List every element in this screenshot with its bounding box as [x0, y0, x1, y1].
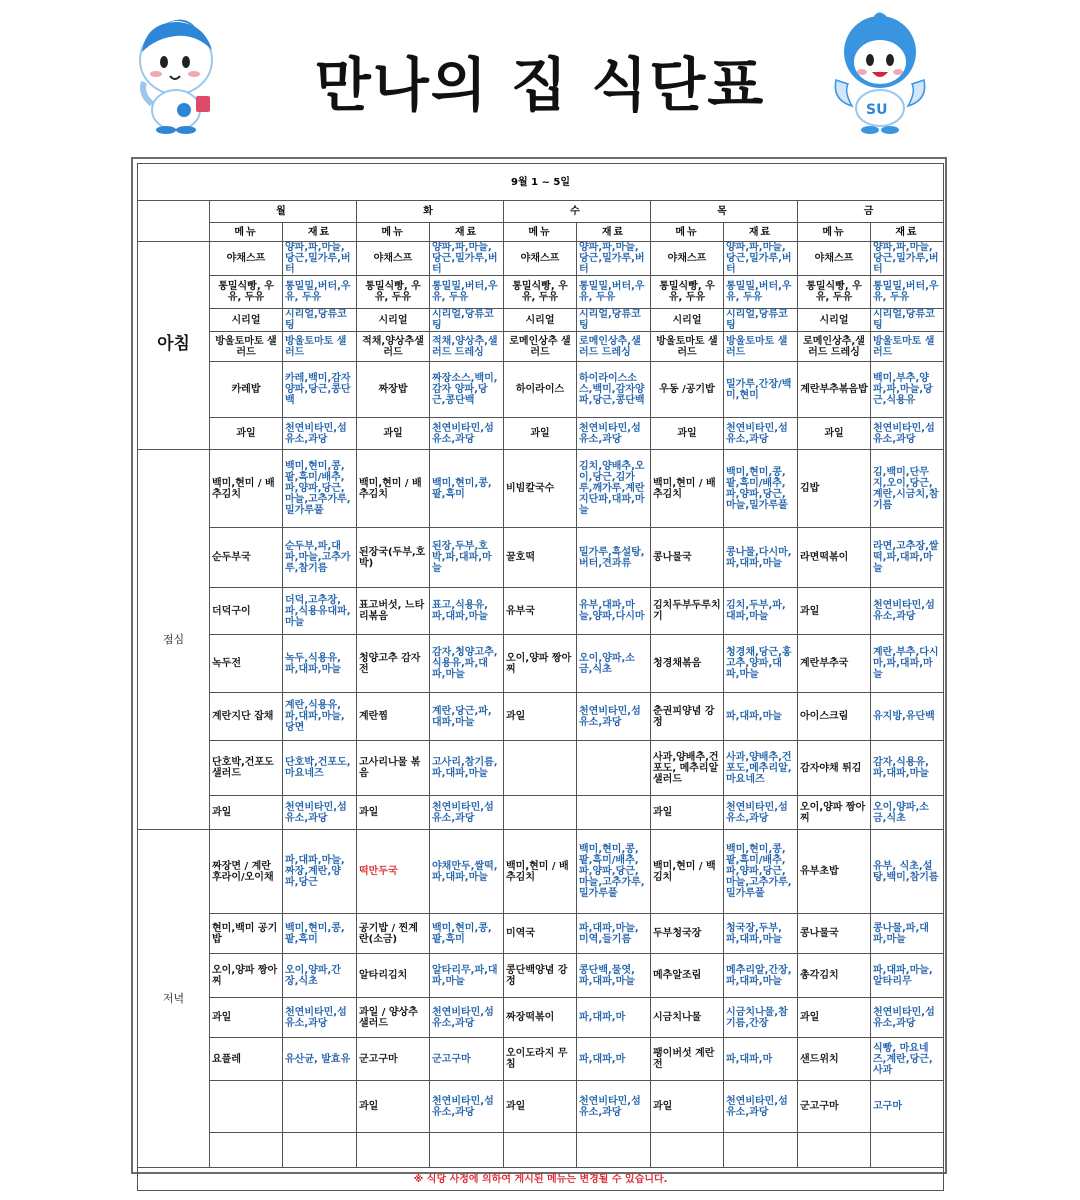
menu-cell: 메추알조림	[651, 954, 724, 998]
menu-cell: 표고버섯, 느타리볶음	[357, 588, 430, 635]
meal-row	[138, 998, 944, 1038]
ingredients-cell: 유산균, 발효유	[283, 1038, 357, 1081]
ingredients-cell: 유지방,유단백	[871, 693, 944, 741]
menu-cell: 된장국(두부,호박)	[357, 528, 430, 588]
ingredients-cell: 표고,식용유,파,대파,마늘	[430, 588, 504, 635]
menu-cell: 과일	[210, 998, 283, 1038]
menu-cell	[210, 1081, 283, 1133]
ingredients-cell: 백미,현미,콩,팥,흑미	[430, 450, 504, 528]
menu-cell: 과일	[798, 418, 871, 450]
ingredients-cell: 파,대파,마늘, 미역,들기름	[577, 914, 651, 954]
menu-cell: 콩단백양념 강정	[504, 954, 577, 998]
ingredients-cell: 천연비타민,섬유소,과당	[871, 418, 944, 450]
ingredients-cell: 시리얼,당류코팅	[430, 309, 504, 332]
ingredients-cell: 녹두,식용유,파,대파,마늘	[283, 635, 357, 693]
menu-cell: 더덕구이	[210, 588, 283, 635]
ingredients-header: 재료	[283, 223, 357, 242]
menu-cell: 백미,현미 / 배추김치	[210, 450, 283, 528]
ingredients-cell: 백미,현미,콩,팥,흑미/배추,파,양파,당근,마늘,밀가루풀	[724, 450, 798, 528]
menu-cell: 하이라이스	[504, 362, 577, 418]
day-header: 월	[210, 201, 357, 223]
menu-cell: 과일	[357, 418, 430, 450]
menu-body	[138, 242, 944, 1168]
menu-cell: 단호박,건포도 샐러드	[210, 741, 283, 796]
page-title: 만나의 집 식단표	[314, 51, 766, 119]
ingredients-cell: 방울토마토 샐러드	[871, 332, 944, 362]
menu-cell: 아이스크림	[798, 693, 871, 741]
ingredients-cell: 통밀밀,버터,우유, 두유	[577, 276, 651, 309]
ingredients-cell: 양파,파,마늘,당근,밀가루,버터	[871, 242, 944, 276]
menu-cell: 과일	[504, 418, 577, 450]
menu-cell: 현미,백미 공기밥	[210, 914, 283, 954]
ingredients-cell: 천연비타민,섬유소,과당	[871, 998, 944, 1038]
ingredients-cell: 김치,양배추,오이,당근,김가루,깨가루,계란지단파,대파,마늘	[577, 450, 651, 528]
menu-cell: 방울토마토 샐러드	[210, 332, 283, 362]
menu-cell: 카레밥	[210, 362, 283, 418]
ingredients-cell: 청경채,당근,홍고추,양파,대파,마늘	[724, 635, 798, 693]
menu-cell: 시리얼	[357, 309, 430, 332]
menu-cell: 감자야채 튀김	[798, 741, 871, 796]
menu-cell: 춘권피양념 강정	[651, 693, 724, 741]
menu-cell: 시리얼	[798, 309, 871, 332]
ingredients-cell: 오이,양파,소금,식초	[577, 635, 651, 693]
ingredients-cell: 천연비타민,섬유소,과당	[577, 693, 651, 741]
ingredients-cell: 백미,현미,콩,팥,흑미/배추,파,양파,당근,마늘,고추가루,밀가루풀	[577, 830, 651, 914]
ingredients-cell: 천연비타민,섬유소,과당	[724, 1081, 798, 1133]
menu-cell: 계란찜	[357, 693, 430, 741]
ingredients-cell: 김,백미,단무지,오이,당근,계란,시금치,참기름	[871, 450, 944, 528]
menu-cell: 두부청국장	[651, 914, 724, 954]
meal-row	[138, 332, 944, 362]
mascot-left-icon	[126, 10, 226, 135]
menu-cell: 과일	[210, 796, 283, 830]
ingredients-cell: 천연비타민,섬유소,과당	[430, 998, 504, 1038]
menu-cell: 군고구마	[357, 1038, 430, 1081]
menu-cell: 오이도라지 무침	[504, 1038, 577, 1081]
ingredients-cell: 알타리무,파,대파,마늘	[430, 954, 504, 998]
menu-cell: 청양고추 감자전	[357, 635, 430, 693]
ingredients-cell: 백미,현미,콩,팥,흑미/배추,파,양파,당근,마늘,고추가루,밀가루풀	[283, 450, 357, 528]
ingredients-cell: 파,대파,마	[577, 998, 651, 1038]
ingredients-cell: 군고구마	[430, 1038, 504, 1081]
ingredients-cell: 메추리알,간장, 파,대파,마늘	[724, 954, 798, 998]
menu-cell: 비빔칼국수	[504, 450, 577, 528]
ingredients-cell: 사과,양배추,건포도,메추리알,마요네즈	[724, 741, 798, 796]
menu-cell: 과일	[357, 1081, 430, 1133]
menu-cell: 백미,현미 / 배추김치	[651, 450, 724, 528]
meal-row	[138, 1133, 944, 1168]
menu-cell: 콩나물국	[798, 914, 871, 954]
meal-row	[138, 528, 944, 588]
ingredients-cell	[577, 741, 651, 796]
meal-row	[138, 635, 944, 693]
ingredients-cell: 양파,파,마늘,당근,밀가루,버터	[724, 242, 798, 276]
menu-cell: 통밀식빵, 우유, 두유	[798, 276, 871, 309]
menu-cell: 과일	[357, 796, 430, 830]
menu-cell: 과일	[504, 1081, 577, 1133]
ingredients-cell: 양파,파,마늘,당근,밀가루,버터	[283, 242, 357, 276]
menu-cell: 과일	[798, 588, 871, 635]
menu-cell: 콩나물국	[651, 528, 724, 588]
ingredients-cell: 청국장,두부,파,대파,마늘	[724, 914, 798, 954]
meal-row	[138, 242, 944, 276]
menu-cell: 공기밥 / 찐계란(소금)	[357, 914, 430, 954]
ingredients-cell: 적채,양상추,샐러드 드레싱	[430, 332, 504, 362]
ingredients-cell: 천연비타민,섬유소,과당	[430, 1081, 504, 1133]
ingredients-cell: 카레,백미,감자양파,당근,콩단백	[283, 362, 357, 418]
ingredients-cell: 천연비타민,섬유소,과당	[871, 588, 944, 635]
ingredients-header: 재료	[724, 223, 798, 242]
menu-cell: 통밀식빵, 우유, 두유	[651, 276, 724, 309]
meal-row	[138, 796, 944, 830]
menu-cell: 로메인상추 샐러드	[504, 332, 577, 362]
ingredients-cell: 파,대파,마늘	[724, 693, 798, 741]
menu-cell: 알타리김치	[357, 954, 430, 998]
menu-cell: 짜장면 / 계란후라이/오이채	[210, 830, 283, 914]
ingredients-cell: 유부,대파,마늘,양파,다시마	[577, 588, 651, 635]
ingredients-cell: 밀가루,간장/백미,현미	[724, 362, 798, 418]
menu-cell: 통밀식빵, 우유, 두유	[504, 276, 577, 309]
ingredients-cell: 하이라이스소스,백미,감자양파,당근,콩단백	[577, 362, 651, 418]
menu-cell	[504, 1133, 577, 1168]
ingredients-cell: 방울토마토 샐러드	[724, 332, 798, 362]
menu-cell	[651, 1133, 724, 1168]
menu-cell: 계란지단 잡채	[210, 693, 283, 741]
ingredients-cell: 김치,두부,파,대파,마늘	[724, 588, 798, 635]
menu-cell: 요플레	[210, 1038, 283, 1081]
meal-row	[138, 418, 944, 450]
menu-cell: 팽이버섯 계란전	[651, 1038, 724, 1081]
meal-row	[138, 693, 944, 741]
ingredients-cell: 고사리,참기름,파,대파,마늘	[430, 741, 504, 796]
ingredients-cell: 시리얼,당류코팅	[724, 309, 798, 332]
menu-cell: 시리얼	[504, 309, 577, 332]
ingredients-cell	[577, 1133, 651, 1168]
ingredients-cell: 계란,당근,파,대파,마늘	[430, 693, 504, 741]
meal-label	[138, 242, 210, 450]
ingredients-cell	[430, 1133, 504, 1168]
ingredients-cell: 파,대파,마	[577, 1038, 651, 1081]
menu-cell: 방울토마토 샐러드	[651, 332, 724, 362]
ingredients-cell: 양파,파,마늘,당근,밀가루,버터	[430, 242, 504, 276]
ingredients-cell: 천연비타민,섬유소,과당	[724, 418, 798, 450]
menu-cell: 시리얼	[210, 309, 283, 332]
menu-cell: 순두부국	[210, 528, 283, 588]
menu-cell: 통밀식빵, 우유, 두유	[210, 276, 283, 309]
ingredients-cell: 단호박,건포도,마요네즈	[283, 741, 357, 796]
ingredients-cell: 파,대파,마	[724, 1038, 798, 1081]
mascot-right-icon	[830, 10, 930, 135]
meal-label-text: 아침	[157, 334, 190, 354]
ingredients-cell: 시리얼,당류코팅	[577, 309, 651, 332]
ingredients-cell: 통밀밀,버터,우유, 두유	[724, 276, 798, 309]
menu-cell: 미역국	[504, 914, 577, 954]
ingredients-cell: 고구마	[871, 1081, 944, 1133]
menu-cell	[357, 1133, 430, 1168]
ingredients-cell: 계란,부추,다시마,파,대파,마늘	[871, 635, 944, 693]
menu-cell: 과일	[651, 796, 724, 830]
meal-row	[138, 954, 944, 998]
meal-row	[138, 914, 944, 954]
ingredients-cell: 백미,부추,양파,파,마늘,당근,식용유	[871, 362, 944, 418]
ingredients-cell: 오이,양파,간장,식초	[283, 954, 357, 998]
menu-cell: 과일 / 양상추샐러드	[357, 998, 430, 1038]
corner-cell	[138, 201, 210, 242]
ingredients-cell: 파,대파,마늘,짜장,계란,양파,당근	[283, 830, 357, 914]
menu-header: 메뉴	[798, 223, 871, 242]
ingredients-cell: 천연비타민,섬유소,과당	[430, 418, 504, 450]
week-range: 9월 1 ~ 5일	[138, 164, 944, 201]
menu-cell: 과일	[210, 418, 283, 450]
menu-cell: 청경채볶음	[651, 635, 724, 693]
ingredients-cell: 백미,현미,콩,팥,흑미/배추,파,양파,당근,마늘,고추가루,밀가루풀	[724, 830, 798, 914]
ingredients-cell: 콩나물,파,대파,마늘	[871, 914, 944, 954]
menu-cell: 유부초밥	[798, 830, 871, 914]
meal-row	[138, 276, 944, 309]
menu-cell: 과일	[504, 693, 577, 741]
ingredients-cell: 천연비타민,섬유소,과당	[430, 796, 504, 830]
ingredients-cell: 오이,양파,소금,식초	[871, 796, 944, 830]
menu-header: 메뉴	[210, 223, 283, 242]
menu-cell: 오이,양파 짱아찌	[504, 635, 577, 693]
svg-text:SU: SU	[866, 102, 888, 118]
ingredients-cell: 감자,청양고추,식용유,파,대파,마늘	[430, 635, 504, 693]
menu-cell: 유부국	[504, 588, 577, 635]
ingredients-cell: 순두부,파,대파,마늘,고추가루,참기름	[283, 528, 357, 588]
meal-row	[138, 450, 944, 528]
menu-cell: 군고구마	[798, 1081, 871, 1133]
menu-cell: 김치두부두루치기	[651, 588, 724, 635]
ingredients-cell: 계란,식용유,파,대파,마늘,당면	[283, 693, 357, 741]
ingredients-cell: 천연비타민,섬유소,과당	[577, 418, 651, 450]
meal-row	[138, 741, 944, 796]
day-header: 화	[357, 201, 504, 223]
meal-label-text: 저녁	[162, 991, 185, 1005]
ingredients-cell	[283, 1133, 357, 1168]
menu-header: 메뉴	[357, 223, 430, 242]
ingredients-cell: 통밀밀,버터,우유, 두유	[430, 276, 504, 309]
menu-header: 메뉴	[504, 223, 577, 242]
menu-cell: 고사리나물 볶음	[357, 741, 430, 796]
menu-cell: 야채스프	[357, 242, 430, 276]
meal-row	[138, 362, 944, 418]
menu-cell: 오이,양파 짱아찌	[798, 796, 871, 830]
ingredients-cell: 콩단백,물엿,파,대파,마늘	[577, 954, 651, 998]
menu-cell: 로메인상추,샐러드 드레싱	[798, 332, 871, 362]
menu-cell: 짜장떡볶이	[504, 998, 577, 1038]
ingredients-cell: 통밀밀,버터,우유, 두유	[871, 276, 944, 309]
ingredients-cell: 시리얼,당류코팅	[871, 309, 944, 332]
ingredients-cell: 백미,현미,콩,팥,흑미	[283, 914, 357, 954]
ingredients-cell: 라면,고추장,쌀떡,파,대파,마늘	[871, 528, 944, 588]
menu-cell: 녹두전	[210, 635, 283, 693]
ingredients-cell: 천연비타민,섬유소,과당	[724, 796, 798, 830]
menu-cell: 야채스프	[504, 242, 577, 276]
ingredients-cell: 통밀밀,버터,우유, 두유	[283, 276, 357, 309]
ingredients-cell: 천연비타민,섬유소,과당	[283, 796, 357, 830]
ingredients-header: 재료	[871, 223, 944, 242]
ingredients-cell: 야채만두,쌀떡,파,대파,마늘	[430, 830, 504, 914]
menu-cell: 과일	[651, 1081, 724, 1133]
ingredients-cell: 더덕,고추장,파,식용유대파,마늘	[283, 588, 357, 635]
ingredients-cell: 백미,현미,콩,팥,흑미	[430, 914, 504, 954]
menu-cell	[210, 1133, 283, 1168]
ingredients-cell	[577, 796, 651, 830]
menu-cell: 야채스프	[210, 242, 283, 276]
menu-cell	[798, 1133, 871, 1168]
meal-row	[138, 588, 944, 635]
menu-cell: 시금치나물	[651, 998, 724, 1038]
ingredients-header: 재료	[577, 223, 651, 242]
meal-label	[138, 450, 210, 830]
ingredients-cell: 양파,파,마늘,당근,밀가루,버터	[577, 242, 651, 276]
menu-cell: 김밥	[798, 450, 871, 528]
menu-cell: 백미,현미 / 배추김치	[357, 450, 430, 528]
menu-cell: 과일	[798, 998, 871, 1038]
menu-cell: 라면떡볶이	[798, 528, 871, 588]
meal-row	[138, 830, 944, 914]
ingredients-header: 재료	[430, 223, 504, 242]
ingredients-cell: 파,대파,마늘,알타리무	[871, 954, 944, 998]
day-header: 수	[504, 201, 651, 223]
menu-cell: 우동 /공기밥	[651, 362, 724, 418]
menu-header: 메뉴	[651, 223, 724, 242]
ingredients-cell: 천연비타민,섬유소,과당	[283, 998, 357, 1038]
ingredients-cell	[871, 1133, 944, 1168]
menu-cell: 백미,현미 / 배추김치	[504, 830, 577, 914]
meal-row	[138, 1081, 944, 1133]
ingredients-cell	[283, 1081, 357, 1133]
menu-cell	[504, 741, 577, 796]
ingredients-cell: 식빵, 마요네즈,계란,당근,사과	[871, 1038, 944, 1081]
menu-cell: 백미,현미 / 백김치	[651, 830, 724, 914]
notice-text: ※ 식당 사정에 의하여 게시된 메뉴는 변경될 수 있습니다.	[138, 1168, 944, 1191]
ingredients-cell: 천연비타민,섬유소,과당	[577, 1081, 651, 1133]
ingredients-cell: 밀가루,흑설탕,버터,견과류	[577, 528, 651, 588]
menu-cell: 오이,양파 짱아찌	[210, 954, 283, 998]
ingredients-cell: 콩나물,다시마,파,대파,마늘	[724, 528, 798, 588]
menu-cell: 시리얼	[651, 309, 724, 332]
ingredients-cell: 유부, 식초,설탕,백미,참기름	[871, 830, 944, 914]
ingredients-cell: 짜장소스,백미,감자 양파,당근,콩단백	[430, 362, 504, 418]
menu-cell: 샌드위치	[798, 1038, 871, 1081]
menu-cell: 계란부추국	[798, 635, 871, 693]
ingredients-cell: 감자,식용유,파,대파,마늘	[871, 741, 944, 796]
weekly-menu-table	[137, 163, 944, 1191]
meal-label-text: 점심	[162, 632, 185, 646]
day-header: 금	[798, 201, 944, 223]
menu-cell: 적채,양상추샐러드	[357, 332, 430, 362]
ingredients-cell: 로메인상추,샐러드 드레싱	[577, 332, 651, 362]
menu-cell: 야채스프	[798, 242, 871, 276]
ingredients-cell: 시리얼,당류코팅	[283, 309, 357, 332]
menu-cell: 떡만두국	[357, 830, 430, 914]
menu-cell: 총각김치	[798, 954, 871, 998]
meal-row	[138, 309, 944, 332]
menu-cell: 통밀식빵, 우유, 두유	[357, 276, 430, 309]
day-header: 목	[651, 201, 798, 223]
ingredients-cell: 시금치나물,참기름,간장	[724, 998, 798, 1038]
menu-frame	[131, 157, 947, 1185]
menu-cell: 야채스프	[651, 242, 724, 276]
menu-cell: 짜장밥	[357, 362, 430, 418]
ingredients-cell: 방울토마토 샐러드	[283, 332, 357, 362]
ingredients-cell: 된장,두부,호박,파,대파,마늘	[430, 528, 504, 588]
menu-cell: 사과,양배추,건포도, 메추리알샐러드	[651, 741, 724, 796]
ingredients-cell	[724, 1133, 798, 1168]
menu-cell	[504, 796, 577, 830]
menu-cell: 과일	[651, 418, 724, 450]
menu-cell: 꿀호떡	[504, 528, 577, 588]
menu-cell: 계란부추볶음밥	[798, 362, 871, 418]
meal-row	[138, 1038, 944, 1081]
meal-label	[138, 830, 210, 1168]
ingredients-cell: 천연비타민,섬유소,과당	[283, 418, 357, 450]
